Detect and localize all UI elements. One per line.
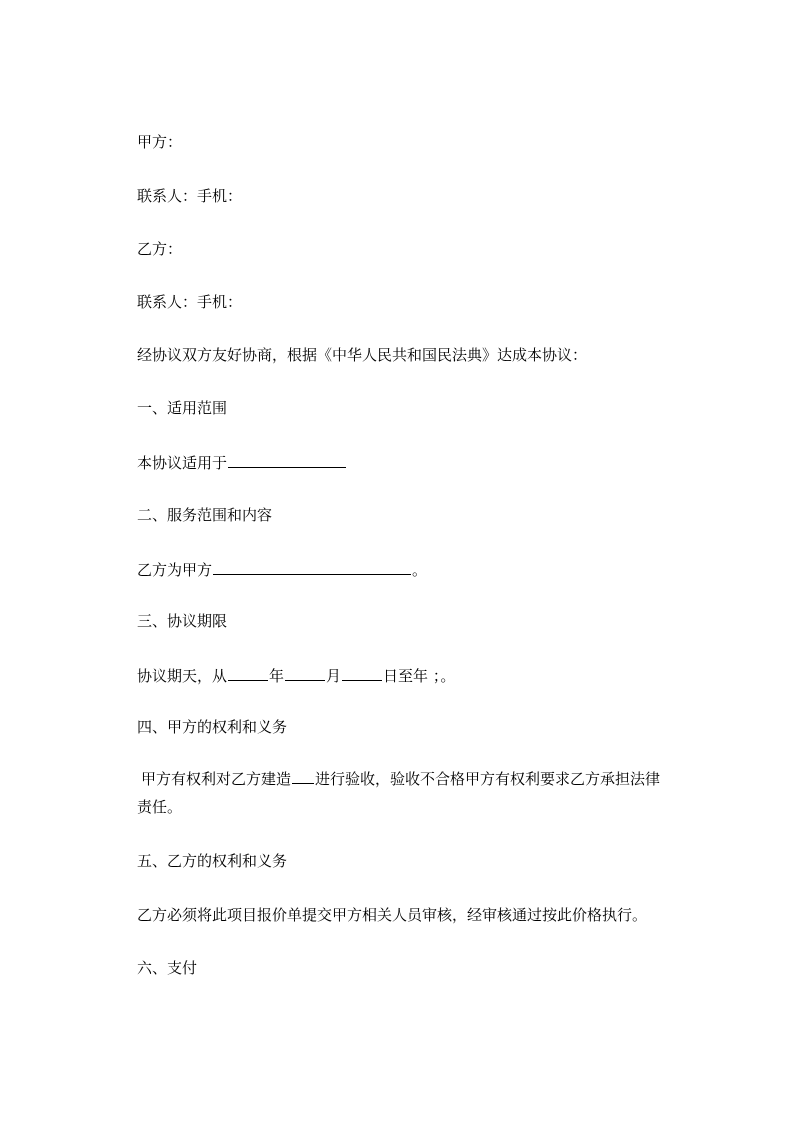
section-2-end: 。: [412, 561, 428, 579]
section-3-year-blank: [228, 664, 268, 681]
section-5-text: 乙方必须将此项目报价单提交甲方相关人员审核，经审核通过按此价格执行。: [137, 906, 648, 924]
section-3-day-blank: [342, 664, 382, 681]
section-6-title: 六、支付: [137, 959, 198, 977]
section-2-text-label: 乙方为甲方: [137, 561, 213, 579]
section-3-month: 月: [326, 667, 342, 685]
section-1-text-label: 本协议适用于: [137, 454, 228, 472]
party-b-label: 乙方：: [137, 240, 183, 258]
party-b-contact: 联系人：手机：: [137, 293, 243, 311]
section-1-blank: [228, 451, 346, 468]
section-2-blank: [213, 558, 411, 575]
section-1-text: [137, 451, 347, 473]
section-2-text: [137, 558, 427, 580]
section-5-title: 五、乙方的权利和义务: [137, 852, 288, 870]
section-2-title: 二、服务范围和内容: [137, 506, 273, 524]
section-4-paragraph: [137, 765, 707, 821]
section-4-blank: [292, 767, 314, 784]
section-4-title: 四、甲方的权利和义务: [137, 718, 288, 736]
section-1-title: 一、适用范围: [137, 399, 228, 417]
intro-paragraph: 经协议双方友好协商，根据《中华人民共和国民法典》达成本协议：: [137, 346, 588, 364]
section-3-title: 三、协议期限: [137, 612, 228, 630]
section-3-text-label: 协议期天，从: [137, 667, 228, 685]
section-4-text-b: 进行验收，验收不合格甲方有权利要求乙方承担法律: [315, 770, 661, 788]
section-3-text: [137, 664, 455, 686]
section-4-text-a: 甲方有权利对乙方建造: [141, 770, 292, 788]
party-a-label: 甲方：: [137, 133, 183, 151]
section-4-text-c: 责任。: [137, 798, 183, 816]
section-3-day-to: 日至年 ；。: [383, 667, 456, 685]
section-3-year: 年: [269, 667, 285, 685]
party-a-contact: 联系人：手机：: [137, 187, 243, 205]
section-3-month-blank: [285, 664, 325, 681]
